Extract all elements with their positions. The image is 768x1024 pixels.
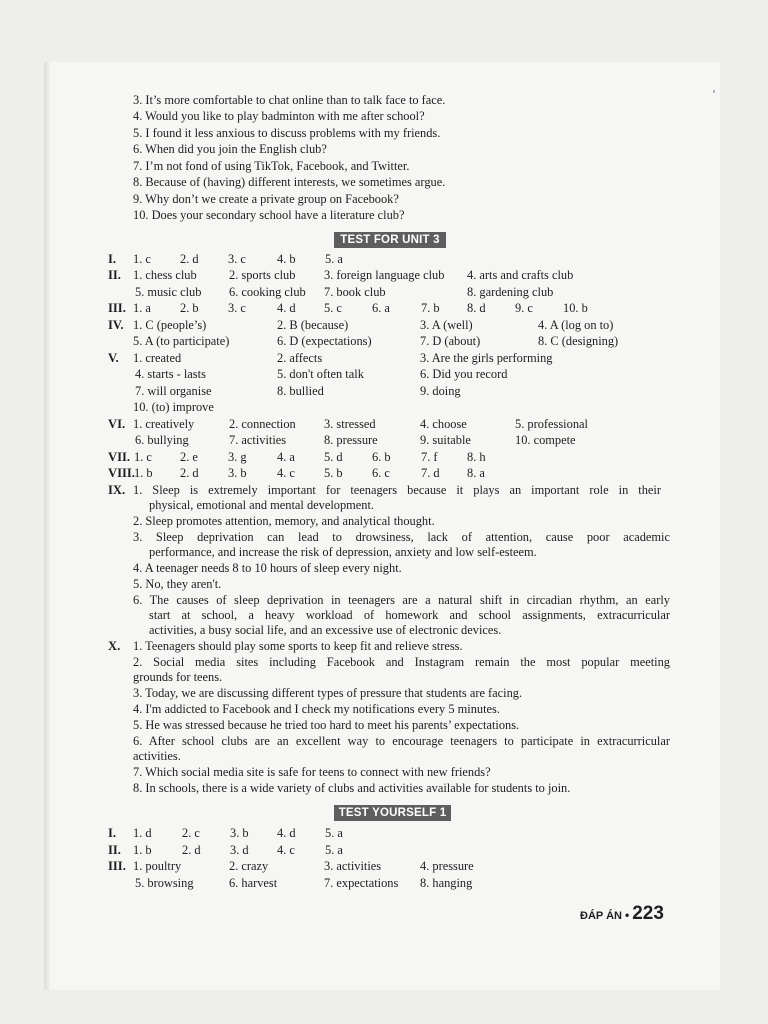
answer-item: 6. Did you record <box>420 367 508 381</box>
answer-item: 1. poultry <box>133 859 182 873</box>
answer-item: 2. connection <box>229 417 296 431</box>
answer-item: 1. created <box>133 351 182 365</box>
section-header-test-unit-3: TEST FOR UNIT 3 <box>334 232 446 248</box>
section-header-test-yourself-1: TEST YOURSELF 1 <box>334 805 451 821</box>
sentence-line: 4. Would you like to play badminton with me after school? <box>133 109 425 123</box>
answer-sentence: 1. Teenagers should play some sports to keep fit and relieve stress. <box>133 639 463 653</box>
sentence-line: 6. When did you join the English club? <box>133 142 327 156</box>
sentence-line: 9. Why don’t we create a private group on Facebook? <box>133 192 399 206</box>
answer-item: 2. d <box>182 843 201 857</box>
answer-item: 9. c <box>515 301 533 315</box>
answer-item: 4. c <box>277 466 295 480</box>
answer-item: 7. f <box>421 450 438 464</box>
answer-item: 7. will organise <box>135 384 212 398</box>
answer-sentence: 1. Sleep is extremely important for teenagers because it plays an important role in their <box>133 483 661 497</box>
answer-item: 1. a <box>133 301 151 315</box>
answer-item: 9. doing <box>420 384 461 398</box>
answer-item: 1. c <box>133 252 151 266</box>
footer-bullet: • <box>624 908 630 922</box>
answer-item: 6. harvest <box>229 876 278 890</box>
answer-sentence: 6. After school clubs are an excellent way to encourage teenagers to participate in extracurricular <box>133 734 670 748</box>
answer-item: 7. expectations <box>324 876 399 890</box>
answer-item: 8. d <box>467 301 486 315</box>
roman-numeral: IV. <box>108 318 124 332</box>
answer-sentence: 2. Social media sites including Facebook and Instagram remain the most popular meeting <box>133 655 670 669</box>
answer-sentence: 4. A teenager needs 8 to 10 hours of sleep every night. <box>133 561 402 575</box>
answer-item: 1. c <box>134 450 152 464</box>
answer-sentence: performance, and increase the risk of depression, anxiety and low self-esteem. <box>149 545 537 559</box>
answer-item: 1. b <box>134 466 153 480</box>
answer-item: 3. b <box>230 826 249 840</box>
answer-item: 6. b <box>372 450 391 464</box>
answer-item: 3. c <box>228 252 246 266</box>
answer-item: 7. b <box>421 301 440 315</box>
answer-item: 6. bullying <box>135 433 189 447</box>
answer-item: 2. affects <box>277 351 323 365</box>
answer-sentence: 3. Today, we are discussing different types of pressure that students are facing. <box>133 686 523 700</box>
answer-item: 2. sports club <box>229 268 296 282</box>
answer-item: 5. browsing <box>135 876 194 890</box>
answer-item: 3. A (well) <box>420 318 473 332</box>
answer-item: 5. c <box>324 301 342 315</box>
answer-sentence: 6. The causes of sleep deprivation in teenagers are a natural shift in circadian rhythm, an early <box>133 593 670 607</box>
answer-item: 8. hanging <box>420 876 473 890</box>
answer-item: 4. pressure <box>420 859 474 873</box>
answer-sentence: activities, a busy social life, and an excessive use of electronic devices. <box>149 623 502 637</box>
answer-item: 7. d <box>421 466 440 480</box>
answer-item: 5. don't often talk <box>277 367 364 381</box>
answer-item: 2. c <box>182 826 200 840</box>
answer-sentence: activities. <box>133 749 181 763</box>
sentence-line: 5. I found it less anxious to discuss problems with my friends. <box>133 126 441 140</box>
answer-item: 5. d <box>324 450 343 464</box>
answer-item: 1. b <box>133 843 152 857</box>
answer-item: 2. b <box>180 301 199 315</box>
answer-sentence: grounds for teens. <box>133 670 223 684</box>
answer-item: 4. b <box>277 252 296 266</box>
sentence-line: 7. I’m not fond of using TikTok, Facebook, and Twitter. <box>133 159 410 173</box>
answer-item: 7. book club <box>324 285 386 299</box>
roman-numeral: X. <box>108 639 121 653</box>
answer-item: 1. d <box>133 826 152 840</box>
answer-item: 4. arts and crafts club <box>467 268 574 282</box>
answer-sentence: 8. In schools, there is a wide variety of clubs and activities available for students to join. <box>133 781 571 795</box>
answer-item: 3. stressed <box>324 417 376 431</box>
scan-speck <box>713 90 715 93</box>
answer-item: 3. activities <box>324 859 382 873</box>
roman-numeral: III. <box>108 859 126 873</box>
answer-item: 10. compete <box>515 433 576 447</box>
answer-item: 8. h <box>467 450 486 464</box>
answer-item: 4. choose <box>420 417 467 431</box>
roman-numeral: I. <box>108 252 117 266</box>
answer-sentence: physical, emotional and mental development. <box>149 498 375 512</box>
answer-item: 4. d <box>277 826 296 840</box>
answer-item: 4. a <box>277 450 295 464</box>
answer-item: 1. C (people’s) <box>133 318 207 332</box>
answer-item: 3. foreign language club <box>324 268 445 282</box>
answer-item: 9. suitable <box>420 433 471 447</box>
answer-item: 8. bullied <box>277 384 324 398</box>
answer-item: 8. gardening club <box>467 285 554 299</box>
answer-item: 5. a <box>325 843 343 857</box>
answer-item: 6. cooking club <box>229 285 306 299</box>
answer-item: 1. creatively <box>133 417 195 431</box>
roman-numeral: I. <box>108 826 117 840</box>
answer-item: 7. activities <box>229 433 287 447</box>
roman-numeral: VIII. <box>108 466 135 480</box>
answer-item: 5. professional <box>515 417 588 431</box>
answer-item: 5. music club <box>135 285 202 299</box>
answer-item: 1. chess club <box>133 268 197 282</box>
answer-item: 10. (to) improve <box>133 400 214 414</box>
sentence-line: 8. Because of (having) different interests, we sometimes argue. <box>133 175 446 189</box>
answer-item: 10. b <box>563 301 588 315</box>
answer-item: 3. c <box>228 301 246 315</box>
roman-numeral: II. <box>108 268 121 282</box>
answer-item: 6. a <box>372 301 390 315</box>
answer-sentence: 7. Which social media site is safe for teens to connect with new friends? <box>133 765 491 779</box>
answer-item: 2. B (because) <box>277 318 349 332</box>
answer-sentence: start at school, a heavy workload of homework and school assignments, extracurricular <box>149 608 670 622</box>
roman-numeral: II. <box>108 843 121 857</box>
answer-item: 5. a <box>325 826 343 840</box>
roman-numeral: IX. <box>108 483 126 497</box>
roman-numeral: V. <box>108 351 119 365</box>
answer-item: 7. D (about) <box>420 334 481 348</box>
roman-numeral: VII. <box>108 450 131 464</box>
answer-item: 2. crazy <box>229 859 269 873</box>
answer-item: 8. C (designing) <box>538 334 619 348</box>
answer-item: 5. a <box>325 252 343 266</box>
answer-item: 2. e <box>180 450 198 464</box>
answer-item: 5. b <box>324 466 343 480</box>
answer-item: 4. c <box>277 843 295 857</box>
answer-item: 2. d <box>180 252 199 266</box>
roman-numeral: VI. <box>108 417 126 431</box>
answer-item: 6. c <box>372 466 390 480</box>
sentence-line: 10. Does your secondary school have a literature club? <box>133 208 405 222</box>
answer-item: 4. starts - lasts <box>135 367 206 381</box>
page-footer <box>580 903 664 925</box>
answer-item: 3. Are the girls performing <box>420 351 553 365</box>
sentence-line: 3. It’s more comfortable to chat online than to talk face to face. <box>133 93 446 107</box>
answer-item: 5. A (to participate) <box>133 334 230 348</box>
answer-item: 3. d <box>230 843 249 857</box>
answer-sentence: 2. Sleep promotes attention, memory, and analytical thought. <box>133 514 435 528</box>
answer-item: 6. D (expectations) <box>277 334 372 348</box>
answer-item: 2. d <box>180 466 199 480</box>
answer-item: 8. pressure <box>324 433 378 447</box>
answer-sentence: 5. No, they aren't. <box>133 577 222 591</box>
answer-item: 3. b <box>228 466 247 480</box>
footer-label: ĐÁP ÁN <box>580 910 622 922</box>
answer-item: 4. d <box>277 301 296 315</box>
roman-numeral: III. <box>108 301 126 315</box>
answer-item: 8. a <box>467 466 485 480</box>
answer-sentence: 3. Sleep deprivation can lead to drowsiness, lack of attention, cause poor academic <box>133 530 670 544</box>
answer-sentence: 5. He was stressed because he tried too hard to meet his parents’ expectations. <box>133 718 520 732</box>
page-number: 223 <box>632 903 664 924</box>
answer-item: 3. g <box>228 450 247 464</box>
answer-sentence: 4. I'm addicted to Facebook and I check my notifications every 5 minutes. <box>133 702 500 716</box>
answer-item: 4. A (log on to) <box>538 318 614 332</box>
